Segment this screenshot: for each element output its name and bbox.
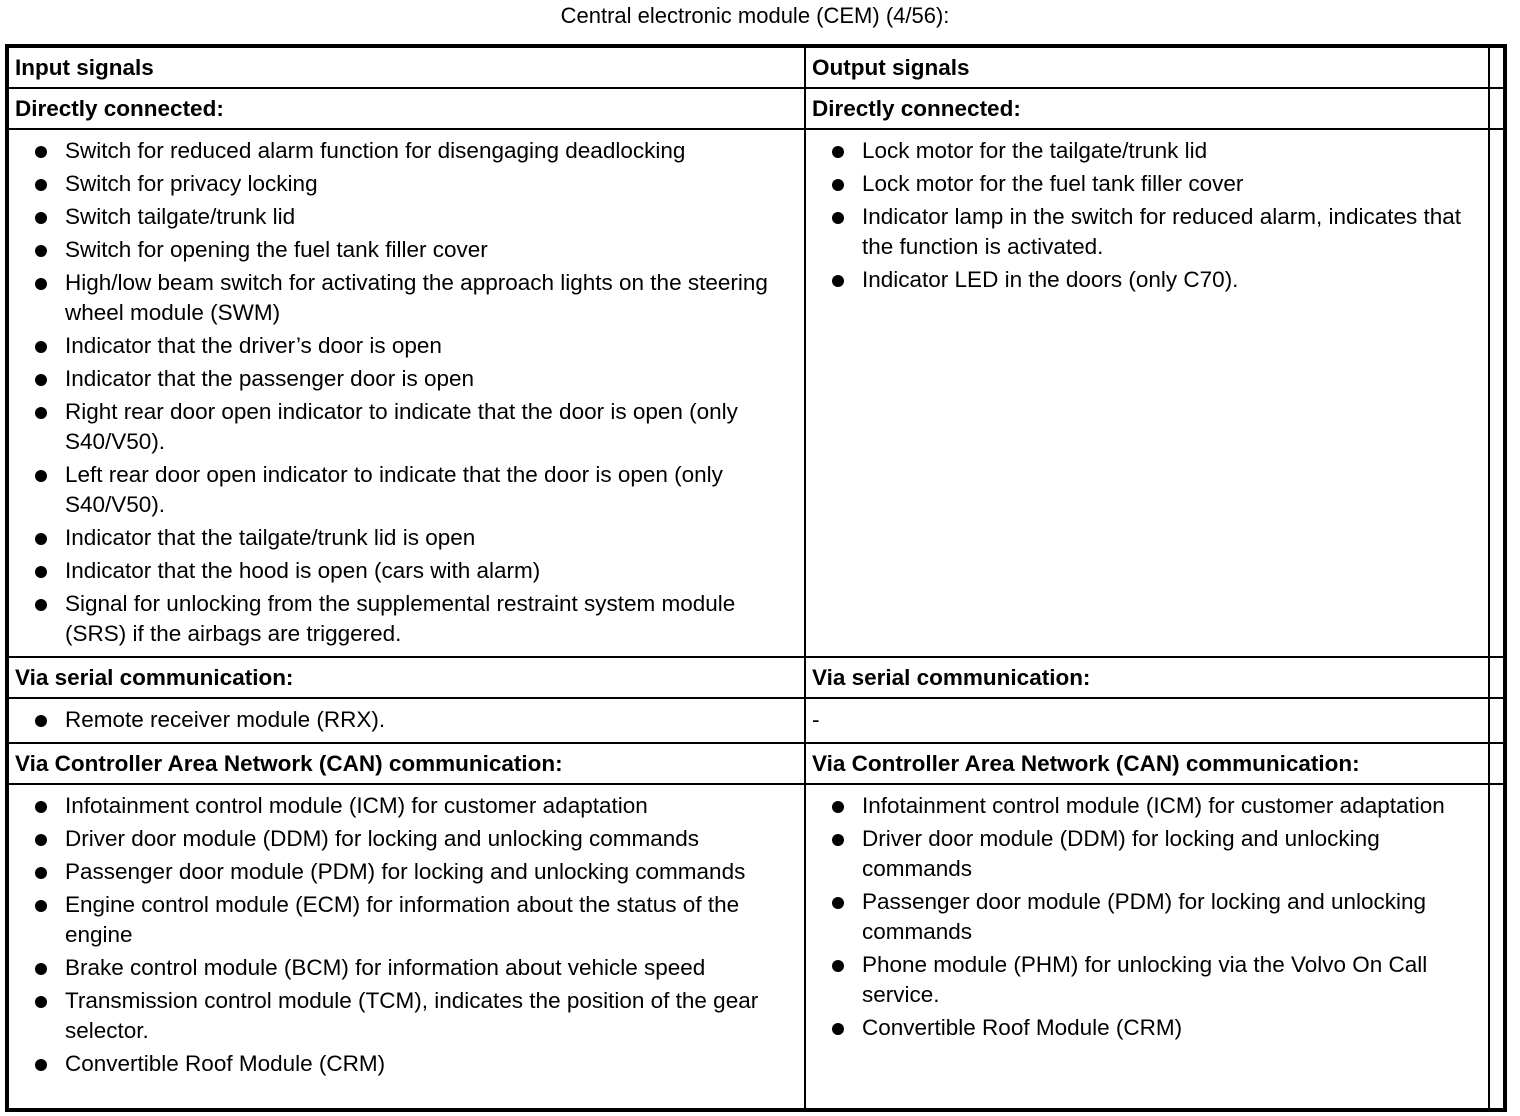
list-item: Driver door module (DDM) for locking and unlocking commands — [15, 824, 798, 854]
section-heading: Directly connected: — [7, 88, 805, 129]
list-item: Passenger door module (PDM) for locking and unlocking commands — [15, 857, 798, 887]
output-list — [812, 785, 1482, 1050]
section-heading: Via Controller Area Network (CAN) communication: — [7, 743, 805, 784]
section-heading: Directly connected: — [805, 88, 1489, 129]
section-heading-row — [7, 88, 1505, 129]
list-item: Indicator that the hood is open (cars with alarm) — [15, 556, 798, 586]
section-heading: Via serial communication: — [7, 657, 805, 698]
list-item: Switch for privacy locking — [15, 169, 798, 199]
list-item: Lock motor for the tailgate/trunk lid — [812, 136, 1482, 166]
list-item: Switch for opening the fuel tank filler cover — [15, 235, 798, 265]
header-row — [7, 46, 1505, 88]
list-item: Engine control module (ECM) for information about the status of the engine — [15, 890, 798, 950]
list-item: Remote receiver module (RRX). — [15, 705, 798, 735]
input-list — [15, 785, 798, 1086]
list-item: Switch for reduced alarm function for disengaging deadlocking — [15, 136, 798, 166]
list-item: Switch tailgate/trunk lid — [15, 202, 798, 232]
list-item: Signal for unlocking from the supplemental restraint system module (SRS) if the airbags are triggered. — [15, 589, 798, 649]
output-empty: - — [812, 707, 820, 732]
list-item: Phone module (PHM) for unlocking via the Volvo On Call service. — [812, 950, 1482, 1010]
list-item: Indicator that the passenger door is open — [15, 364, 798, 394]
list-item: High/low beam switch for activating the approach lights on the steering wheel module (SWM) — [15, 268, 798, 328]
output-list — [812, 130, 1482, 302]
page-title: Central electronic module (CEM) (4/56): — [560, 3, 950, 28]
input-list — [15, 699, 798, 742]
list-item: Indicator lamp in the switch for reduced alarm, indicates that the function is activated. — [812, 202, 1482, 262]
input-signals-header: Input signals — [7, 46, 805, 88]
section-content-row — [7, 784, 1505, 1110]
list-item: Right rear door open indicator to indicate that the door is open (only S40/V50). — [15, 397, 798, 457]
list-item: Passenger door module (PDM) for locking and unlocking commands — [812, 887, 1482, 947]
input-list — [15, 130, 798, 656]
section-content-row — [7, 698, 1505, 743]
list-item: Transmission control module (TCM), indicates the position of the gear selector. — [15, 986, 798, 1046]
list-item: Infotainment control module (ICM) for customer adaptation — [15, 791, 798, 821]
list-item: Infotainment control module (ICM) for customer adaptation — [812, 791, 1482, 821]
list-item: Indicator that the tailgate/trunk lid is open — [15, 523, 798, 553]
list-item: Indicator LED in the doors (only C70). — [812, 265, 1482, 295]
list-item: Convertible Roof Module (CRM) — [812, 1013, 1482, 1043]
list-item: Driver door module (DDM) for locking and unlocking commands — [812, 824, 1482, 884]
list-item: Indicator that the driver’s door is open — [15, 331, 798, 361]
section-heading-row — [7, 657, 1505, 698]
list-item: Brake control module (BCM) for information about vehicle speed — [15, 953, 798, 983]
signals-table — [5, 44, 1507, 1112]
section-heading-row — [7, 743, 1505, 784]
section-content-row — [7, 129, 1505, 657]
list-item: Convertible Roof Module (CRM) — [15, 1049, 798, 1079]
list-item: Lock motor for the fuel tank filler cover — [812, 169, 1482, 199]
list-item: Left rear door open indicator to indicate that the door is open (only S40/V50). — [15, 460, 798, 520]
section-heading: Via serial communication: — [805, 657, 1489, 698]
section-heading: Via Controller Area Network (CAN) communication: — [805, 743, 1489, 784]
output-signals-header: Output signals — [805, 46, 1489, 88]
